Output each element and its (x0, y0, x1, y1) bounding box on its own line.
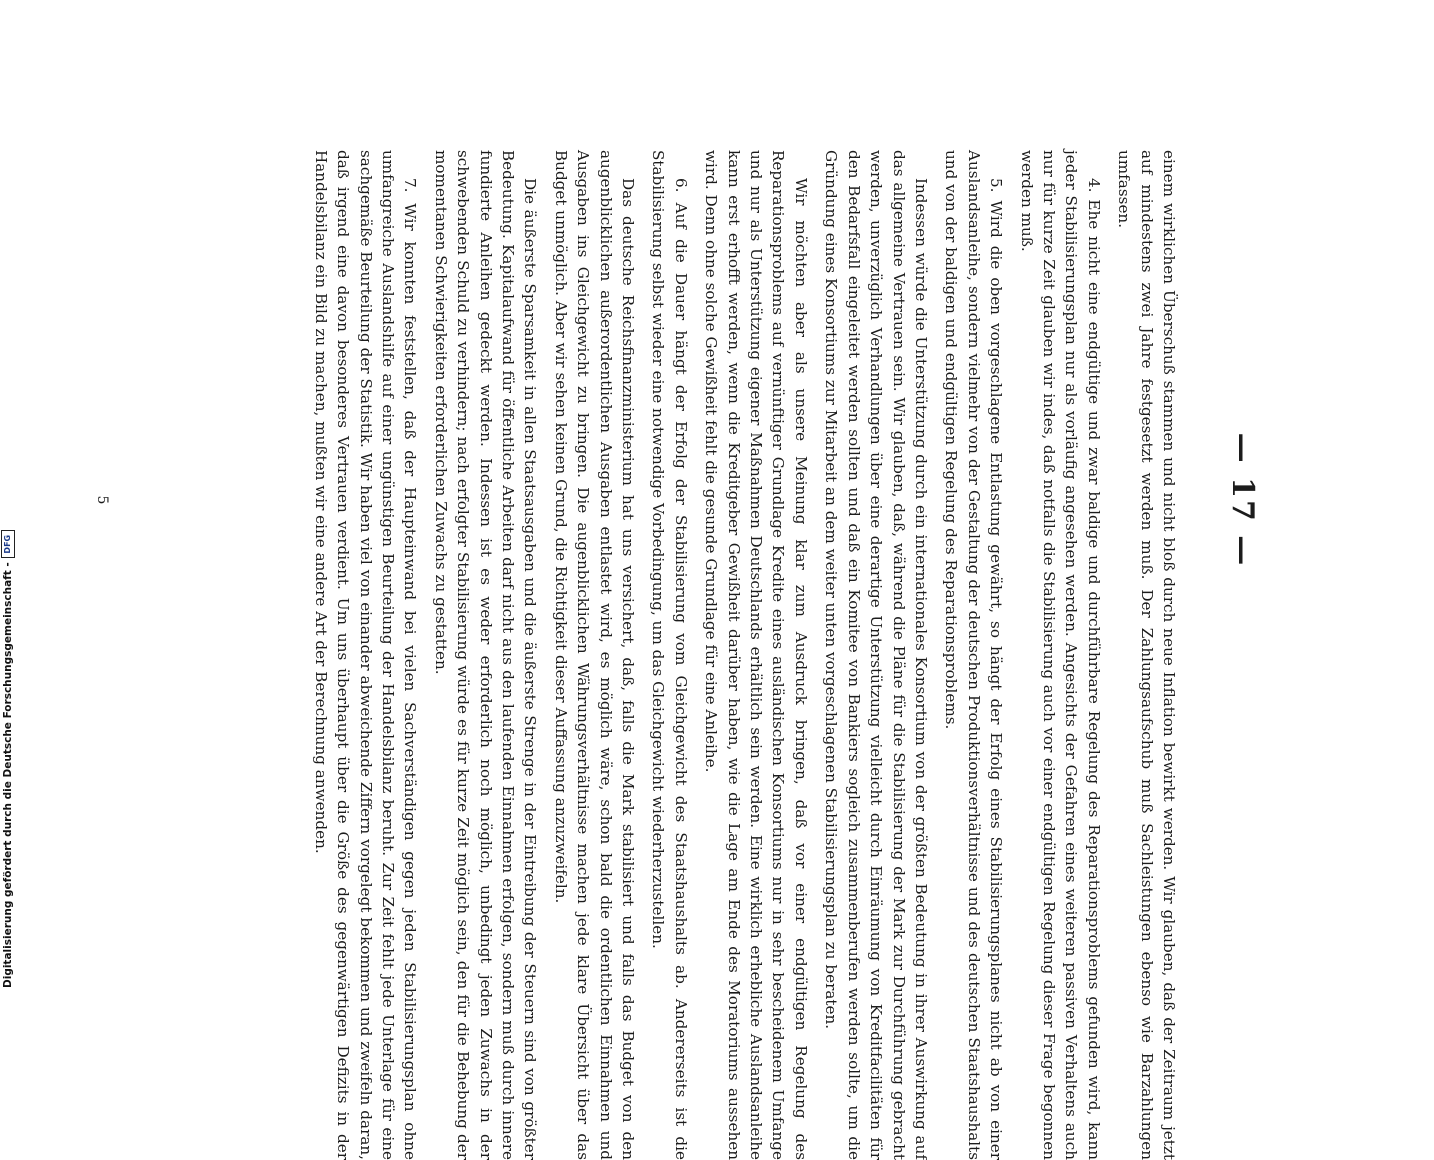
paragraph-consortium: Indessen würde die Unterstützung durch ein internationales Konsortium von der größten Bedeutung in ihrer Auswirkung auf das allgemeine Vertrauen sein. Wir glauben, daß, während die Pläne für die Stabilisierung der Mark zur Durchführung gebracht werden, unverzüglich Verhandlungen über eine derartige Unterstützung vielleicht durch Einräumung von Kreditfacilitäten für den Bedarfsfall eingeleitet werden sollten und daß ein Komitee von Bankiers sogleich zusammenberufen werden sollte, um die Gründung eines Konsortiums zur Mitarbeit an dem weiter unten vorgeschlagenen Stabilisierungsplan zu beraten. (822, 150, 930, 1160)
page-number: — 17 — (1225, 432, 1260, 568)
text-column (301, 150, 1180, 1160)
paragraph-point-6: 6. Auf die Dauer hängt der Erfolg der Stabilisierung vom Gleichgewicht des Staatshaushalts ab. Andererseits ist die Stabilisierung selbst wieder eine notwendige Vorbedingung, um das Gleichgewicht wiederherzustellen. (649, 150, 690, 1160)
footer-page-number: 5 (94, 495, 110, 505)
paragraph-opinion: Wir möchten aber als unsere Meinung klar zum Ausdruck bringen, daß vor einer endgültigen Regelung des Reparationsproblems auf vernünftiger Grundlage Kredite eines ausländischen Konsortiums nur in sehr bescheidenem Umfange und nur als Unterstützung eigener Maßnahmen Deutschlands erhältlich sein werden. Eine wirklich erhebliche Auslandsanleihe kann erst erhofft werden, wenn die Kreditgeber Gewißheit darüber haben, wie die Lage am Ende des Moratoriums aussehen wird. Denn ohne solche Gewißheit fehlt die gesunde Grundlage für eine Anleihe. (702, 150, 810, 1160)
paragraph-continuation: einem wirklichen Überschuß stammen und nicht bloß durch neue Inflation bewirkt werden. Wir glauben, daß der Zeitraum jetzt auf mindestens zwei Jahre festgesetzt werden muß. Der Zahlungsaufschub muß Sachleistungen ebenso wie Barzahlungen umfassen. (1115, 150, 1178, 1160)
paragraph-finance-ministry: Das deutsche Reichsfinanzministerium hat uns versichert, daß, falls die Mark stabilisiert und falls das Budget von den augenblicklichen außerordentlichen Ausgaben entlastet wird, es möglich wäre, schon bald die ordentlichen Einnahmen und Ausgaben ins Gleichgewicht zu bringen. Die augenblicklichen Währungsverhältnisse machen jede klare Übersicht über das Budget unmöglich. Aber wir sehen keinen Grund, die Richtigkeit dieser Auffassung anzuzweifeln. (551, 150, 638, 1160)
credit-line-container (0, 0, 16, 1000)
paragraph-austerity: Die äußerste Sparsamkeit in allen Staatsausgaben und die äußerste Strenge in der Eintreibung der Steuern sind von größter Bedeutung. Kapitalaufwand für öffentliche Arbeiten darf nicht aus den laufenden Einnahmen erfolgen, sondern muß durch innere fundierte Anleihen gedeckt werden. Indessen ist es weder erforderlich noch möglich, unbedingt jeden Zuwachs in der schwebenden Schuld zu verhindern; nach erfolgter Stabilisierung würde es für kurze Zeit möglich sein, den für die Behebung der momentanen Schwierigkeiten erforderlichen Zuwachs zu gestatten. (431, 150, 540, 1160)
paragraph-point-7: 7. Wir konnten feststellen, daß der Haupteinwand bei vielen Sachverständigen gegen jeden Stabilisierungsplan ohne umfangreiche Auslandshilfe auf einer ungünstigen Beurteilung der Handelsbilanz beruht. Zur Zeit fehlt jede Unterlage für eine sachgemäße Beurteilung der Statistik. Wir haben viel von einander abweichende Ziffern vorgelegt bekommen und zweifeln daran, daß irgend eine davon besonderes Vertrauen verdient. Um uns überhaupt über die Größe des gegenwärtigen Defizits in der Handelsbilanz ein Bild zu machen, mußten wir eine andere Art der Berechnung anwenden. (311, 150, 420, 1160)
paragraph-point-5: 5. Wird die oben vorgeschlagene Entlastung gewährt, so hängt der Erfolg eines Stabilisierungsplanes nicht ab von einer Auslandsanleihe, sondern vielmehr von der Gestaltung der deutschen Produktionsverhältnisse und des deutschen Staatshaushalts und von der baldigen und endgültigen Regelung des Reparationsproblems. (942, 150, 1006, 1160)
paragraph-point-4: 4. Ehe nicht eine endgültige und zwar baldige und durchführbare Regelung des Reparationsproblems gefunden wird, kann jeder Stabilisierungsplan nur als vorläufig angesehen werden. Angesichts der Gefahren eines weiteren passiven Verhaltens auch nur für kurze Zeit glauben wir indes, daß notfalls die Stabilisierung auch vor einer endgültigen Regelung dieser Frage begonnen werden muß. (1017, 150, 1103, 1160)
credit-strip (0, 0, 16, 1000)
dfg-logo-icon: DFG (1, 530, 15, 558)
credit-line: Digitalisierung gefördert durch die Deutsche Forschungsgemeinschaft - (2, 562, 14, 988)
